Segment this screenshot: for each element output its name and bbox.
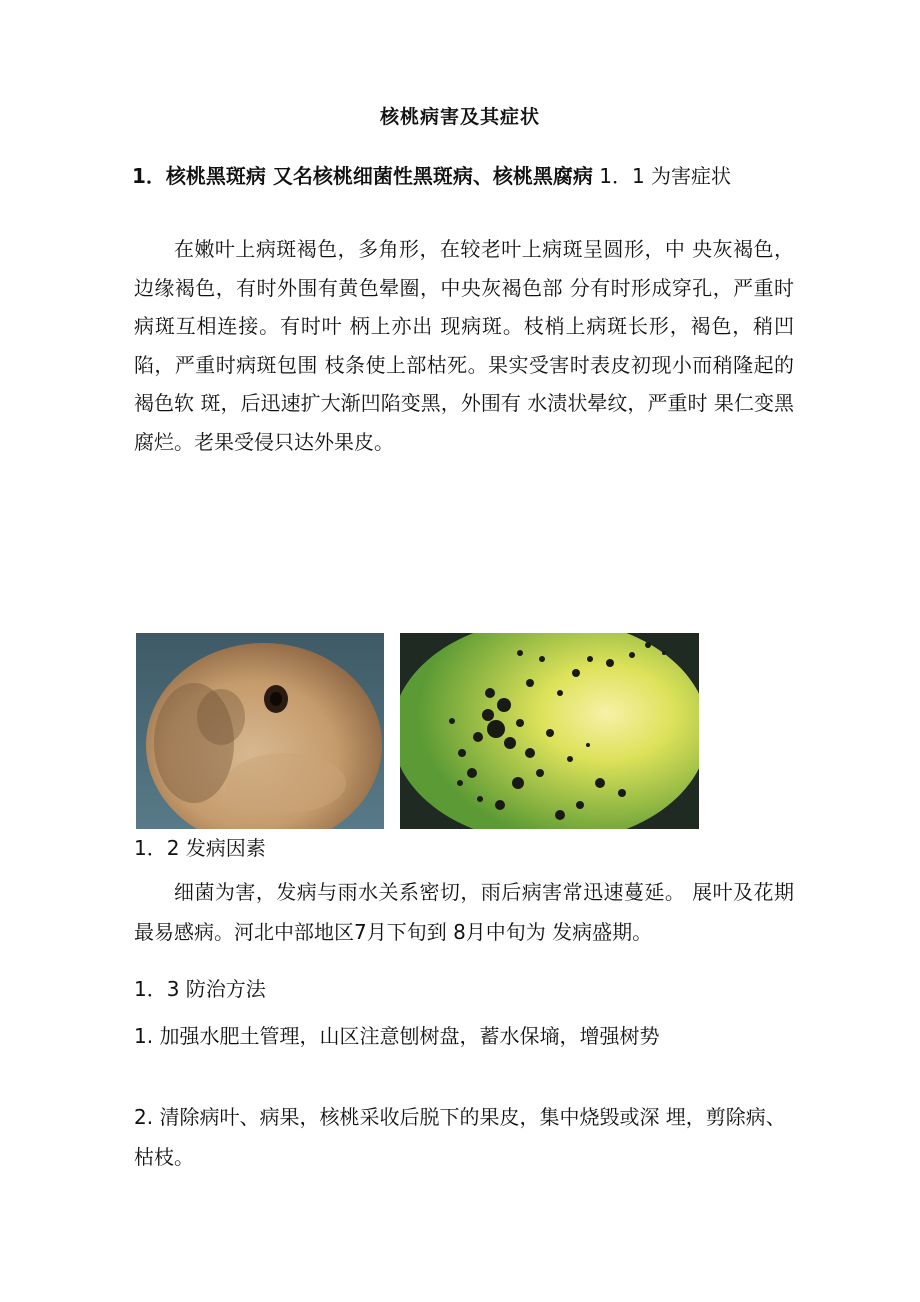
symptoms-paragraph: 在嫩叶上病斑褐色，多角形，在较老叶上病斑呈圆形，中 央灰褐色，边缘褐色，有时外围有黄色晕圈，中央灰褐色部 分有时形成穿孔，严重时病斑互相连接。有时叶 柄上亦出 现病斑。枝梢上病斑长形，褐色，稍凹陷，严重时病斑包围 枝条使上部枯死。果实受害时表皮初现小而稍隆起的褐色软 斑，后迅速扩大渐凹陷变黑，外围有 水渍状晕纹，严重时 果仁变黑腐烂。老果受侵只达外果皮。 <box>134 237 794 454</box>
control-item-1: 1. 加强水肥土管理，山区注意刨树盘，蓄水保墒，增强树势 <box>134 1024 660 1048</box>
section-1-3-heading: 1．3 防治方法 <box>134 977 266 1001</box>
diseased-walnut-photo <box>136 633 384 829</box>
infected-fruit-photo <box>400 633 699 829</box>
section-1-1-heading: 1．1 为害症状 <box>592 164 732 188</box>
section-1-heading <box>132 162 802 190</box>
cause-paragraph: 细菌为害，发病与雨水关系密切，雨后病害常迅速蔓延。 展叶及花期最易感病。河北中部地区7月下旬到 8月中旬为 发病盛期。 <box>134 880 794 944</box>
section-1-2-heading: 1．2 发病因素 <box>134 836 266 860</box>
control-item-2: 2. 清除病叶、病果，核桃采收后脱下的果皮，集中烧毁或深 埋，剪除病、枯枝。 <box>134 1105 786 1169</box>
section-1-heading-bold: 1．核桃黑斑病 又名核桃细菌性黑斑病、核桃黑腐病 <box>132 164 593 188</box>
document-title: 核桃病害及其症状 <box>379 106 540 128</box>
